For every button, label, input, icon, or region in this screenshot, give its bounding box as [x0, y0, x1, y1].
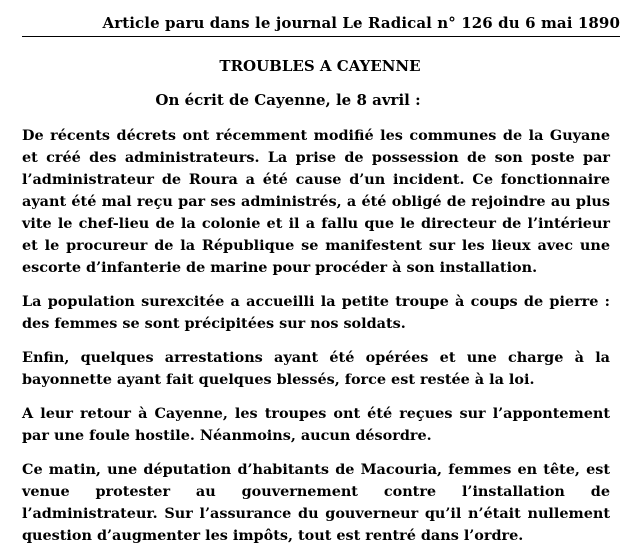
article-dateline: On écrit de Cayenne, le 8 avril :	[155, 91, 421, 109]
article-title: TROUBLES A CAYENNE	[219, 57, 421, 75]
article-paragraph: De récents décrets ont récemment modifié les communes de la Guyane et créé des administrateurs. La prise de possession de son poste par l’administrateur de Roura a été cause d’un incident. Ce fonctionnaire ayant été mal reçu par ses administrés, a été obligé de rejoindre au plus vite le chef-lieu de la colonie et il a fallu que le directeur de l’intérieur et le procureur de la République se manifestent sur les lieux avec une escorte d’infanterie de marine pour procéder à son installation.	[22, 127, 610, 276]
article-paragraph: La population surexcitée a accueilli la petite troupe à coups de pierre : des femmes se sont précipitées sur nos soldats.	[22, 293, 610, 332]
article-paragraph: Enfin, quelques arrestations ayant été opérées et une charge à la bayonnette ayant fait quelques blessés, force est restée à la loi.	[22, 349, 610, 388]
article-paragraph: A leur retour à Cayenne, les troupes ont été reçues sur l’appontement par une foule hostile. Néanmoins, aucun désordre.	[22, 405, 610, 444]
publication-header: Article paru dans le journal Le Radical n° 126 du 6 mai 1890	[22, 14, 620, 37]
article-paragraph: Ce matin, une députation d’habitants de Macouria, femmes en tête, est venue protester au gouvernement contre l’installation de l’administrateur. Sur l’assurance du gouverneur qu’il n’était nullement question d’augmenter les impôts, tout est rentré dans l’ordre.	[22, 461, 610, 544]
article-body	[22, 125, 610, 559]
